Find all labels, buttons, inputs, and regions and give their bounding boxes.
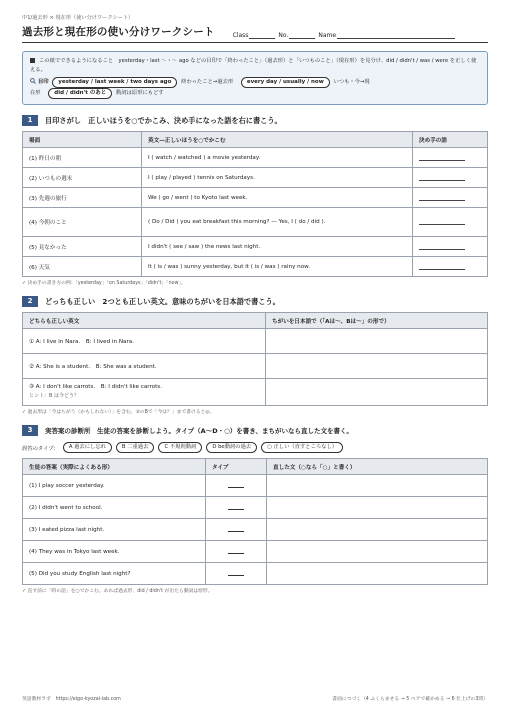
section-1-note: ✓ 決め手の書き方の例：「yesterday」「on Saturdays」「didn't」「now」。: [22, 281, 186, 286]
corrected-answer-cell[interactable]: [267, 497, 488, 519]
did-rule: 動詞は原形にもどす: [116, 90, 164, 96]
section-3-heading: [22, 425, 488, 436]
corrected-answer-cell[interactable]: [267, 563, 488, 585]
keyword-answer-cell[interactable]: [413, 168, 488, 188]
answer-blank[interactable]: [228, 569, 244, 576]
answer-blank[interactable]: [419, 242, 465, 250]
student-answer-cell: (4) They was in Tokyo last week.: [23, 541, 206, 563]
section-1-number: 1: [22, 115, 38, 126]
section-2-title: どっちも正しい 2つとも正しい英文。意味のちがいを日本語で書こう。: [45, 296, 280, 306]
scene-cell: (3) 先週の旅行: [23, 188, 142, 208]
class-label: Class: [232, 32, 249, 39]
answer-blank[interactable]: [419, 217, 465, 225]
pair-cell: ② A: She is a student. B: She was a student.: [23, 354, 266, 379]
table-row: [23, 497, 488, 519]
type-a-pill: A 過去にし忘れ: [63, 442, 112, 453]
keyword-answer-cell[interactable]: [413, 237, 488, 257]
pill-past-markers: yesterday / last week / two days ago: [52, 77, 177, 88]
footer-continue: 書面につづく（4 ふくらませる → 5 ペアで確かめる → 6 仕上げの3問）: [332, 697, 488, 702]
present-rule-cont: 在形: [30, 90, 41, 96]
table-row: [23, 329, 488, 354]
sentence-cell[interactable]: I didn't ( see / saw ) the news last night.: [142, 237, 413, 257]
sentence-cell[interactable]: I ( play / played ) tennis on Saturdays.: [142, 168, 413, 188]
sentence-cell[interactable]: We ( go / went ) to Kyoto last week.: [142, 188, 413, 208]
error-types-row: [22, 442, 488, 453]
worksheet-page: [22, 14, 488, 594]
type-answer-cell[interactable]: [206, 497, 267, 519]
header-sentence: 英文—正しいほうを○でかこむ: [142, 132, 413, 148]
header-scene: 場面: [23, 132, 142, 148]
search-icon: [30, 78, 36, 84]
footer-source: 英語教材ラボ https://eigo-kyozai-lab.com: [22, 697, 121, 702]
keyword-answer-cell[interactable]: [413, 148, 488, 168]
table-row: [23, 475, 488, 497]
marker-label: 目印: [38, 79, 49, 85]
table-row: [23, 168, 488, 188]
did-row: [30, 88, 480, 99]
section-1-table: [22, 131, 488, 277]
answer-blank[interactable]: [419, 153, 465, 161]
scene-cell: (6) 天気: [23, 257, 142, 277]
student-answer-cell: (2) I didn't went to school.: [23, 497, 206, 519]
no-label: No.: [278, 32, 289, 39]
bullet-square-icon: [30, 58, 35, 63]
type-answer-cell[interactable]: [206, 475, 267, 497]
sentence-cell[interactable]: ( Do / Did ) you eat breakfast this morning? — Yes, I ( do / did ).: [142, 208, 413, 237]
section-3-title: 実答案の診断所 生徒の答案を診断しよう。タイプ（A〜D・○）を書き、まちがいなら直した文を書く。: [45, 427, 353, 435]
table-row: [23, 541, 488, 563]
scene-cell: (2) いつもの週末: [23, 168, 142, 188]
answer-blank[interactable]: [419, 262, 465, 270]
section-3-note: ✓ 直す前に「時の語」を○でかこむ。あれば過去形、did / didn't が出たら動詞は原形。: [22, 589, 213, 594]
section-2-table: [22, 312, 488, 406]
answer-blank[interactable]: [228, 481, 244, 488]
student-answer-cell: (3) I eated pizza last night.: [23, 519, 206, 541]
answer-blank[interactable]: [419, 173, 465, 181]
type-correct-pill: ○ 正しい（直すところなし）: [261, 442, 343, 453]
student-answer-cell: (1) I play soccer yesterday.: [23, 475, 206, 497]
name-label: Name: [318, 32, 337, 39]
name-field[interactable]: [337, 30, 455, 39]
present-rule: いつも・今→現: [333, 79, 370, 85]
type-answer-cell[interactable]: [206, 541, 267, 563]
section-2-note: ✓ 過去形は「今はちがう（かもしれない）」を含む。③のBで「今は？」まで書けると◎。: [22, 410, 215, 415]
corrected-answer-cell[interactable]: [267, 541, 488, 563]
difference-answer-cell[interactable]: [266, 354, 488, 379]
scene-cell: (1) 昨日の朝: [23, 148, 142, 168]
answer-blank[interactable]: [228, 503, 244, 510]
footer: [22, 695, 488, 702]
type-b-pill: B 二重過去: [116, 442, 155, 453]
table-row: [23, 563, 488, 585]
type-c-pill: C 不規則動詞: [158, 442, 202, 453]
pair-cell: ① A: I live in Nara. B: I lived in Nara.: [23, 329, 266, 354]
header-difference: ちがいを日本語で（「Aは〜、Bは〜」の形で）: [266, 313, 488, 329]
header-sentences: どちらも正しい英文: [23, 313, 266, 329]
section-3-table: [22, 458, 488, 585]
keyword-answer-cell[interactable]: [413, 257, 488, 277]
pill-did: did / didn't のあと: [48, 88, 112, 99]
table-row: [23, 354, 488, 379]
answer-blank[interactable]: [228, 547, 244, 554]
table-row: [23, 379, 488, 406]
class-field[interactable]: [249, 30, 275, 39]
difference-answer-cell[interactable]: [266, 329, 488, 354]
section-2-number: 2: [22, 296, 38, 307]
table-row: [23, 188, 488, 208]
table-row: [23, 519, 488, 541]
type-answer-cell[interactable]: [206, 563, 267, 585]
marker-row: [30, 77, 480, 88]
table-row: [23, 257, 488, 277]
header-type: タイプ: [206, 459, 267, 475]
goal-text: この紙でできるようになること yesterday・last 〜・〜 ago などの目印で「終わったこと」（過去形）と「いつものこと」（現在形）を見分け、did / didn't / was / were を正しく使える。: [30, 58, 477, 73]
header-student-answer: 生徒の答案（実際によくある形）: [23, 459, 206, 475]
page-title: 過去形と現在形の使い分けワークシート: [22, 26, 215, 38]
sentence-cell[interactable]: It ( is / was ) sunny yesterday, but it ( is / was ) rainy now.: [142, 257, 413, 277]
type-d-pill: D be動詞の過去: [206, 442, 257, 453]
type-answer-cell[interactable]: [206, 519, 267, 541]
title-bar: [22, 24, 488, 43]
section-3-number: 3: [22, 425, 38, 436]
goal-box: [22, 51, 488, 105]
hint-text: ヒント：B は今どう？: [29, 393, 80, 399]
difference-answer-cell[interactable]: [266, 379, 488, 406]
scene-cell: (5) 見なかった: [23, 237, 142, 257]
corrected-answer-cell[interactable]: [267, 475, 488, 497]
section-1-title: 目印さがし 正しいほうを○でかこみ、決め手になった語を右に書こう。: [45, 115, 282, 125]
table-row: [23, 237, 488, 257]
pill-present-markers: every day / usually / now: [241, 77, 330, 88]
header-corrected: 直した文（○なら「○」と書く）: [267, 459, 488, 475]
number-field[interactable]: [289, 30, 315, 39]
table-row: [23, 208, 488, 237]
pair-text: ③ A: I don't like carrots. B: I didn't like carrots.: [29, 384, 162, 390]
student-info-fields: [233, 30, 458, 39]
student-answer-cell: (5) Did you study English last night?: [23, 563, 206, 585]
header-keyword: 決め手の語: [413, 132, 488, 148]
scene-cell: (4) 今朝のこと: [23, 208, 142, 237]
keyword-answer-cell[interactable]: [413, 208, 488, 237]
past-rule: 終わったこと→過去形: [181, 79, 234, 85]
answer-blank[interactable]: [419, 193, 465, 201]
breadcrumb: 中1/過去形 × 現在形（使い分けワークシート）: [22, 15, 134, 21]
table-row: [23, 148, 488, 168]
pair-cell: [23, 379, 266, 406]
answer-blank[interactable]: [228, 525, 244, 532]
corrected-answer-cell[interactable]: [267, 519, 488, 541]
section-2-heading: [22, 296, 488, 307]
types-label: 誤答のタイプ：: [22, 445, 59, 452]
keyword-answer-cell[interactable]: [413, 188, 488, 208]
sentence-cell[interactable]: I ( watch / watched ) a movie yesterday.: [142, 148, 413, 168]
section-1-heading: [22, 115, 488, 126]
